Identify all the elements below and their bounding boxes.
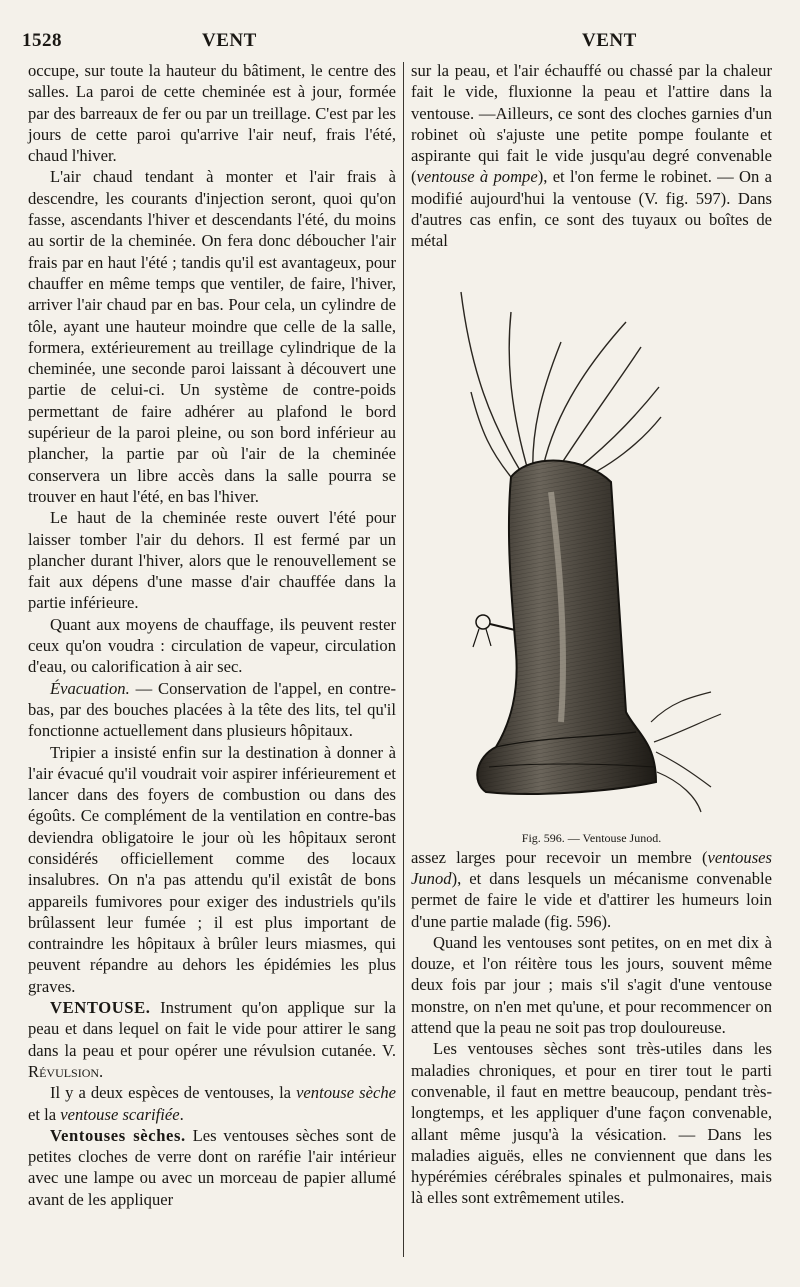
page-number: 1528 [22,30,62,51]
figure-ventouse-junod [411,252,772,847]
paragraph-continued [411,60,772,252]
paragraph: Le haut de la cheminée reste ouvert l'été pour laisser tomber l'air du dehors. Il est fermé par un plancher durant l'hiver, alors que le renouvellement se fait aux dépens d'une masse d'air chauffée dans la partie inférieure. [28,508,396,613]
right-column [411,60,772,1209]
text: sur la peau, et l'air échauffé ou chassé par la chaleur fait le vide, fluxionne la peau et l'attire dans la ventouse. —Ailleurs, ce sont des cloches garnies d'un robinet où s'ajuste une petite pompe foulante et aspirante qui fait le vide jusqu'au degré convenable ( [411,61,772,187]
paragraph-text: — Conservation de l'appel, en contre-bas, par des bouches placées à la tête des lits, tel qu'il fonctionne actuellement dans plusieurs hôpitaux. [28,678,396,741]
paragraph: Les ventouses sèches sont très-utiles dans les maladies chroniques, et pour en tirer tout le parti convenable, il faut en mettre beaucoup, pendant très-longtemps, et les appliquer d'une façon convenable, allant même jusqu'à la vésication. — Dans les maladies aiguës, elles ne conviennent que dans les hypérémies cérébrales spinales et pulmonaires, mais là elles sont extrêmement utiles. [411,1039,772,1208]
paragraph-continued [411,847,772,932]
right-running-title: VENT [582,30,637,51]
figure-caption: Fig. 596. — Ventouse Junod. [521,830,662,845]
paragraph-two-kinds [28,1082,396,1125]
italic-term: ventouses Junod [411,847,772,888]
paragraph: Quand les ventouses sont petites, on en met dix à douze, et l'on réitère tous les jours, souvent même deux fois par jour ; mais s'il s'agit d'une ventouse monstre, on n'en met qu'une, et pour recommencer on attend que la peau ne soit pas trop douloureuse. [411,932,772,1038]
paragraph-text: Les ventouses sèches sont de petites cloches de verre dont on raréfie l'air intérieur avec une lampe ou avec un morceau de papier allumé avant de les appliquer [28,1125,396,1209]
entry-ventouse [28,997,396,1082]
italic-term: ventouse à pompe [416,167,538,187]
text: assez larges pour recevoir un membre ( [411,847,708,867]
left-running-title: VENT [202,30,257,51]
text: et la [28,1104,61,1124]
paragraph-evacuation [28,678,396,742]
italic-term: ventouse scarifiée [60,1104,180,1124]
left-column [28,60,396,1210]
ventouse-junod-illustration [411,252,772,847]
section-label: Évacuation. [50,678,130,698]
italic-term: ventouse sèche [296,1083,396,1103]
cross-reference: Révulsion. [28,1061,104,1081]
subsection-term: Ventouses sèches. [50,1125,186,1145]
entry-text: Instrument qu'on applique sur la peau et dans lequel on fait le vide pour attirer le sang dans la peau et pour opérer une révulsion cutanée. V. [28,998,396,1060]
text: ), et l'on ferme le robinet. — On a modifié aujourd'hui la ventouse (V. fig. 597). Dans d'autres cas enfin, ce sont des tuyaux ou boîtes de métal [411,167,772,251]
running-header [22,30,778,56]
text: . [179,1104,184,1124]
text: ), et dans lesquels un mécanisme convenable permet de faire le vide et d'attirer les humeurs loin d'une partie malade (fig. 596). [411,868,772,931]
paragraph-ventouses-seches [28,1125,396,1210]
paragraph: occupe, sur toute la hauteur du bâtiment, le centre des salles. La paroi de cette cheminée est à jour, formée par des barreaux de fer ou par un treillage. C'est par les jours de cette paroi qu'arrive l'air neuf, frais l'été, chaud l'hiver. [28,61,396,166]
paragraph: Tripier a insisté enfin sur la destination à donner à l'air évacué qu'il voudrait voir aspirer inférieurement et lancer dans des foyers de combustion ou dans des égoûts. Ce complément de la ventilation en contre-bas deviendra obligatoire le jour où les hôpitaux seront considérés officiellement comme des locaux insalubres. On n'a pas attendu qu'il existât de bons appareils fumivores pour exiger des industriels qu'ils brûlassent leur fumée ; il est plus important de contraindre les hôpitaux à brûler leurs miasmes, qui peuvent répandre au dehors les épidémies les plus graves. [28,742,396,996]
paragraph: Quant aux moyens de chauffage, ils peuvent rester ceux qu'on voudra : circulation de vapeur, circulation d'eau, ou calorification à air sec. [28,614,396,677]
text: Il y a deux espèces de ventouses, la [50,1083,297,1103]
paragraph: L'air chaud tendant à monter et l'air frais à descendre, les courants d'injection seront, quoi qu'on fasse, ascendants l'hiver et descendants l'été, du moins au sortir de la cheminée. On fera donc déboucher l'air frais par en haut l'été ; tandis qu'il est avantageux, pour chauffer en même temps que ventiler, de faire, l'hiver, arriver l'air chaud par en bas. Pour cela, un cylindre de tôle, ayant une hauteur moindre que celle de la salle, formera, extérieurement au treillage cylindrique de la cheminée, une seconde paroi laissant à découvert une partie de celui-ci. Un système de contre-poids permettant de faire adhérer au plafond le bord supérieur de la paroi pleine, ou son bord inférieur au plancher, la partie par où l'air de la cheminée conservera un libre accès dans la salle pourra se trouver en haut l'été, en bas l'hiver. [28,167,396,506]
entry-term: VENTOUSE. [50,998,151,1018]
column-divider [403,62,404,1257]
